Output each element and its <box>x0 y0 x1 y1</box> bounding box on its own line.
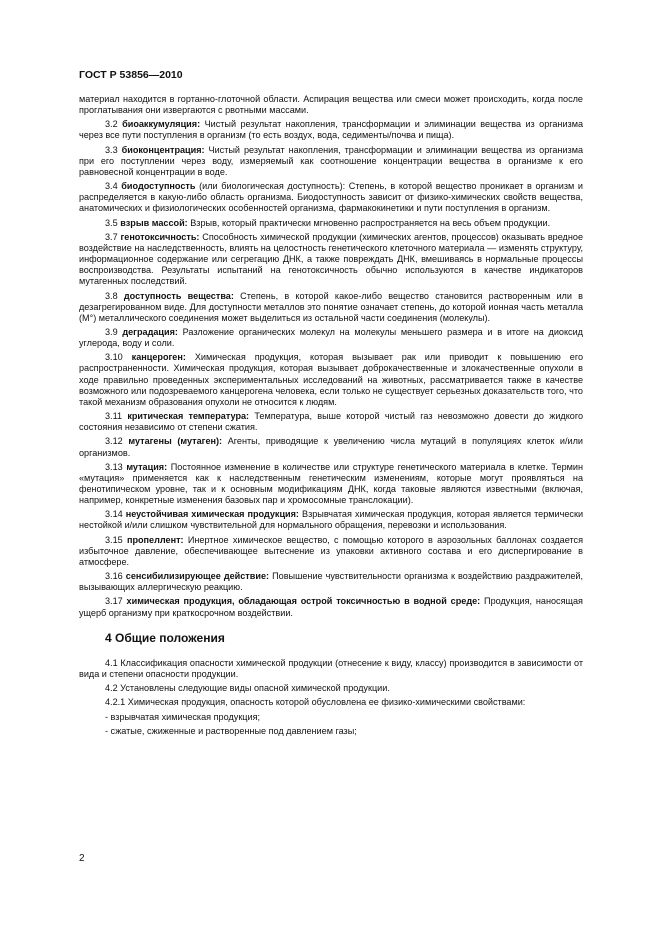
definition-number: 3.16 <box>105 571 123 582</box>
definitions-list <box>79 119 583 618</box>
definition-number: 3.3 <box>105 144 118 155</box>
definition-text: Способность химической продукции (химических агентов, процессов) оказывать вредное воздействие на наследственность, влиять на целостность генетического клеточного материала — изменять структуру, информационное содержание или сегрегацию ДНК, а также повреждать ДНК, вмешиваясь в нормальные процессы воспроизводства. Результаты испытаний на генотоксичность обычно используются в качестве индикаторов мутагенных последствий. <box>79 231 584 287</box>
section-paragraph: 4.2 Установлены следующие виды опасной химической продукции. <box>105 683 390 694</box>
definition-item <box>79 291 583 324</box>
definition-number: 3.7 <box>105 231 118 242</box>
definition-number: 3.10 <box>105 352 123 363</box>
definition-term: критическая температура: <box>127 411 250 422</box>
definition-number: 3.14 <box>105 509 123 520</box>
definition-text: Температура, выше которой чистый газ невозможно довести до жидкого состояния независимо от степени сжатия. <box>79 411 584 433</box>
definition-term: деградация: <box>122 326 178 337</box>
continued-paragraph: материал находится в гортанно-глоточной области. Аспирация вещества или смеси может происходить, когда после проглатывания они извергаются с рвотными массами. <box>79 94 583 116</box>
document-header: ГОСТ Р 53856—2010 <box>79 69 183 81</box>
definition-text: Взрывчатая химическая продукция, которая является термически нестойкой и/или слишком чувствительной для нормального обращения, перевозки и использования. <box>79 509 584 531</box>
section-title: 4 Общие положения <box>105 630 225 645</box>
definition-text: Инертное химическое вещество, с помощью которого в аэрозольных баллонах создается избыточное давление, обеспечивающее вытеснение из упаковки активного состава и его диспергирование в атмосфере. <box>79 534 584 567</box>
definition-item <box>79 232 583 288</box>
definition-number: 3.13 <box>105 461 123 472</box>
definition-text: Чистый результат накопления, трансформации и элиминации вещества из организма через все пути поступления в организм (то есть воздух, вода, седименты/почва и пища). <box>79 119 584 141</box>
definition-item <box>79 327 583 349</box>
definition-term: мутагены (мутаген): <box>128 436 223 447</box>
page-number: 2 <box>79 853 85 864</box>
definition-item <box>79 462 583 507</box>
list-item: - сжатые, сжиженные и растворенные под давлением газы; <box>105 725 357 736</box>
definition-term: мутация: <box>126 461 168 472</box>
definition-text: Взрыв, который практически мгновенно распространяется на весь объем продукции. <box>190 217 551 228</box>
definition-text: Постоянное изменение в количестве или структуре генетического материала в клетке. Термин «мутация» применяется как к наследственным генетическим изменениям, которые могут проявляться на фенотипическом уровне, так и к основным модификациям ДНК, когда таковые являются известными (включая, например, конкретные изменения базовых пар и хромосомные транслокации). <box>79 461 584 506</box>
definition-term: биоконцентрация: <box>121 144 205 155</box>
definition-text: Разложение органических молекул на молекулы меньшего размера и в итоге на диоксид углерода, воду и соли. <box>79 326 583 349</box>
definition-number: 3.8 <box>105 290 118 301</box>
definition-term: химическая продукция, обладающая острой токсичностью в водной среде: <box>126 596 481 607</box>
definition-term: биодоступность <box>121 181 196 192</box>
list-item: - взрывчатая химическая продукция; <box>105 711 261 722</box>
definition-item <box>79 119 583 141</box>
definition-number: 3.11 <box>105 411 123 422</box>
definition-text: Чистый результат накопления, трансформации и элиминации вещества из организма при его поступлении через воду, измеряемый как соотношение концентрации вещества в организме к его равновесной концентрации в воде. <box>79 144 584 177</box>
definition-item <box>79 436 583 458</box>
definition-text: Химическая продукция, которая вызывает рак или приводит к повышению его распространенности. Химическая продукция, которая вызывает доброкачественные и злокачественные опухоли в ходе правильно проведенных экспериментальных исследований на животных, рассматривается также в качестве возможного или подозреваемого канцерогена человека, если только не существует серьезных доказательств того, что такой механизм образования опухоли не относится к людям. <box>79 352 584 407</box>
definition-text: Повышение чувствительности организма к воздействию раздражителей, вызывающих аллергическую реакцию. <box>79 571 584 593</box>
definition-item <box>79 411 583 433</box>
definition-text: Агенты, приводящие к увеличению числа мутаций в популяциях клеток и/или организмов. <box>79 436 583 458</box>
definition-number: 3.5 <box>105 217 118 228</box>
definition-number: 3.15 <box>105 534 123 545</box>
definition-term: биоаккумуляция: <box>122 119 201 130</box>
definition-term: доступность вещества: <box>123 290 234 301</box>
definition-term: взрыв массой: <box>120 217 188 228</box>
definition-item <box>79 535 583 568</box>
definition-term: сенсибилизирующее действие: <box>125 571 270 582</box>
definition-term: неустойчивая химическая продукция: <box>125 509 299 520</box>
definition-item <box>79 145 583 178</box>
definition-text: Продукция, наносящая ущерб организму при краткосрочном воздействии. <box>79 596 583 618</box>
definition-text: Степень, в которой какое-либо вещество становится растворенным или в дезагрегированном виде. Для доступности металлов это понятие означает степень, до которой ионная часть металла (M°) металлического соединения может выделиться из остальной части соединения (молекулы). <box>79 290 584 323</box>
definition-term: пропеллент: <box>126 534 184 545</box>
section-paragraph: 4.2.1 Химическая продукция, опасность которой обусловлена ее физико-химическими свойствами: <box>105 697 526 708</box>
definition-number: 3.9 <box>105 326 118 337</box>
section-paragraph: 4.1 Классификация опасности химической продукции (отнесение к виду, классу) производится в зависимости от вида и степени опасности продукции. <box>79 657 583 680</box>
definition-item <box>79 509 583 531</box>
definition-number: 3.4 <box>105 181 118 192</box>
definition-text: (или биологическая доступность): Степень, в которой вещество проникает в организм и распределяется в какую-либо область организма. Биодоступность зависит от физико-химических свойств вещества, анатомических и физиологических особенностей организма, фармакокинетики и пути поступления в организм. <box>79 181 583 214</box>
definition-term: канцероген: <box>131 352 186 363</box>
document-body <box>79 94 583 740</box>
definition-item <box>79 571 583 593</box>
definition-number: 3.12 <box>105 436 123 447</box>
definition-item <box>79 352 583 408</box>
definition-item <box>79 218 583 229</box>
definition-item <box>79 181 583 214</box>
definition-number: 3.2 <box>105 119 118 130</box>
definition-number: 3.17 <box>105 596 123 607</box>
definition-item <box>79 596 583 618</box>
definition-term: генотоксичность: <box>120 231 200 242</box>
